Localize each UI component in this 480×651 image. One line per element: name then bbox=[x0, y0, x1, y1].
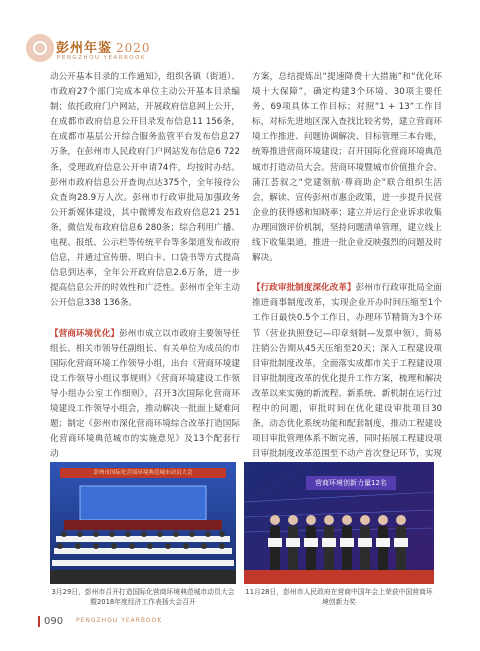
paragraph-business-environment bbox=[50, 327, 240, 463]
page-number: 090 bbox=[38, 616, 63, 627]
yearbook-title bbox=[56, 37, 151, 56]
yearbook-name: 彭州年鉴 bbox=[56, 41, 113, 56]
paragraph-gov-info-disclosure: 动公开基本目录的工作通知》，组织各镇（街道）、市政府27个部门完成本单位主动公开基本目录编制；依托政府门户网站，开展政府信息网上公开，在成都市政府信息公开目录发布信息11 156条，在成都市基层公开综合服务监管平台发布信息27万条，在彭州市人民政府门户网站发布信息6 722条，受理政府信息公开申请74件，均按时办结。彭州市政府信息公开查询点达375个，全年接待公众查询28.9万人次。彭州市行政审批局加强政务公开新媒体建设，其中微博发布政府信息21 251条，微信发布政府信息6 280条；综合利用广播、电视、报纸、公示栏等传统平台等多渠道发布政府信息，并通过宣传册、明白卡、口袋书等方式提高信息到达率，全年公开政府信息2.6万条，进一步提高信息公开的时效性和广泛性。彭州市全年主动公开信息338 136条。 bbox=[50, 72, 240, 309]
page-header bbox=[0, 0, 480, 64]
mobilization-meeting-image bbox=[50, 462, 236, 584]
left-column bbox=[50, 70, 240, 462]
section-heading-admin-approval-reform: 【行政审批制度深化改革】 bbox=[252, 283, 356, 294]
photo-caption-right: 11月28日，彭州市人民政府在营商中国年会上荣获中国营商环境创新力奖 bbox=[245, 588, 433, 606]
right-column bbox=[252, 70, 442, 477]
photo-left-banner-text: 彭州市国际化营商环境典范城市动员大会 bbox=[93, 470, 193, 476]
page-footer bbox=[0, 604, 480, 651]
yearbook-logo-icon bbox=[26, 34, 54, 62]
photo-right-screen-title: 营商环境创新力量12名 bbox=[315, 479, 387, 487]
section-heading-business-environment: 【营商环境优化】 bbox=[50, 328, 120, 339]
paragraph-admin-approval-reform-text: 彭州市行政审批局全面推进商事制度改革，实现企业开办时间压缩至1个工作日最快0.5个工作日，办理环节精简为3个环节（营业执照登记—印章刻制—发票申领），简易注销公告期从45天压缩至20天；深入工程建设项目审批制度改革，全面落实成都市关于工程建设项目审批制度改革的优化提升工作方案，梳理和解决改革以来实施的新流程、新系统、新机制在运行过程中的问题，审批时间在优化建设审批项目30条，动态优化系统功能和配套制度，推动工程建设项目审批管理体系不断完善，同时拓展工程建设项目审批制度改革范围至不动产首次登记环节，实现 bbox=[252, 283, 442, 460]
photo-caption-left: 3月29日，彭州市召开打造国际化营商环境典范城市动员大会暨2018年度经济工作表扬大会召开 bbox=[51, 588, 235, 606]
footer-brand: PENGZHOU YEARBOOK bbox=[76, 617, 163, 624]
photo-award-ceremony bbox=[244, 462, 434, 584]
yearbook-year: 2020 bbox=[116, 41, 151, 55]
yearbook-subtitle: PENGZHOU YEARBOOK bbox=[57, 55, 147, 61]
paragraph-business-environment-continued: 方案，总结提炼出“提速降费十大措施”和“优化环境十大保障”，确定构建3个环境、30项主要任务、69项具体工作目标；对照“1 + 13”工作目标，对标先进地区深入查找比较劣势，建立营商环境工作推进、问题协调解决、目标管理三本台账，统筹推进营商环境建设；召开国际化营商环境典范城市打造动员大会。营商环境暨城市价值推介会、蒲江荟叙之“党建领航·尊商助企”联合组织生活会，解读、宣传彭州市惠企政策，进一步提升民营企业的获得感和知晓率；建立并运行企业诉求收集办理回馈评价机制，坚持问题清单管理，建立线上线下收集渠道，推进一批企业反映强烈的问题及时解决。 bbox=[252, 72, 442, 264]
paragraph-business-environment-text: 彭州市成立以市政府主要领导任组长、相关市领导任副组长、有关单位为成员的市国际化营商环境工作领导小组，出台《营商环境建设工作领导小组议事规则》《营商环境建设工作领导小组办公室工作细则》，召开3次国际化营商环境建设工作领导小组会，推动解决一批面上疑难问题；制定《彭州市深化营商环境综合改革打造国际化营商环境典范城市的实施意见》及13个配套行动 bbox=[50, 328, 240, 460]
paragraph-admin-approval-reform bbox=[252, 281, 442, 477]
photo-mobilization-meeting bbox=[50, 462, 236, 584]
